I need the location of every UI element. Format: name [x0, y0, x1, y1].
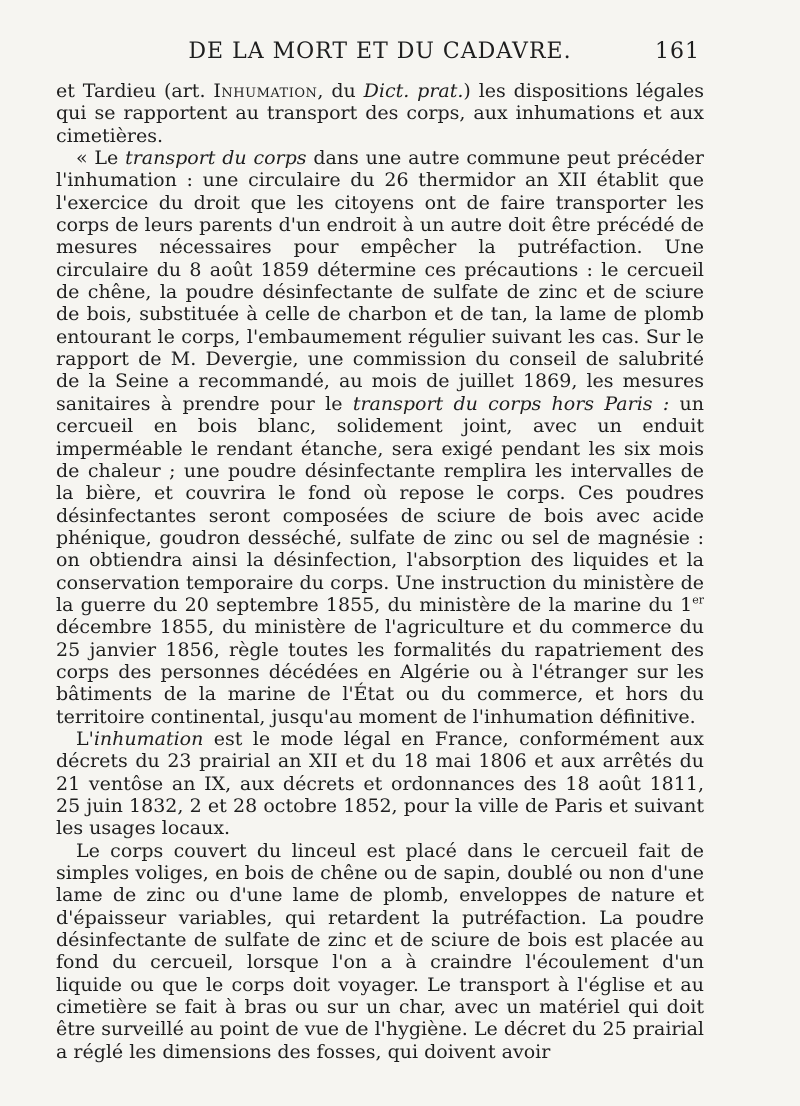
running-title: DE LA MORT ET DU CADAVRE. [188, 39, 572, 64]
text-run: un cercueil en bois blanc, solidement joint, avec un enduit imperméable le rendant étanche, sera exigé pendant les six mois de chaleur ; une poudre désinfectante remplira les intervalles de la bière, et couvrira le fond où repose le corps. Ces poudres désinfectantes seront composées de sciure de bois avec acide phénique, goudron desséché, sulfate de zinc ou sel de magnésie : on obtiendra ainsi la désinfection, l'absorption des liquides et la conservation temporaire du corps. Une instruction du ministère de la guerre du 20 septembre 1855, du ministère de la marine du 1 [56, 392, 705, 616]
text-run: décembre 1855, du ministère de l'agriculture et du commerce du 25 janvier 1856, règle toutes les formalités du rapatriement des corps des personnes décédées en Algérie ou à l'étranger sur les bâtiments de la marine de l'État ou du commerce, et hors du territoire continental, jusqu'au moment de l'inhumation définitive. [56, 616, 704, 728]
text-run: Le corps couvert du linceul est placé dans le cercueil fait de simples voliges, en bois de chêne ou de sapin, doublé ou non d'une lame de zinc ou d'une lame de plomb, enveloppes de nature et d'épaisseur variables, qui retardent la putréfaction. La poudre désinfectante de sulfate de zinc et de sciure de bois est placée au fond du cercueil, lorsque l'on a à craindre l'écoulement d'un liquide ou que le corps doit voyager. Le transport à l'église et au cimetière se fait à bras ou sur un char, avec un matériel qui doit être surveillé au point de vue de l'hygiène. Le décret du 25 prairial a réglé les dimensions des fosses, qui doivent avoir [56, 839, 704, 1063]
page-body [56, 80, 704, 1063]
text-run: « Le [76, 147, 126, 170]
text-run: et Tardieu (art. [56, 80, 214, 102]
paragraph [56, 728, 704, 840]
italic-text: Dict. prat. [363, 80, 464, 102]
page-number: 161 [655, 39, 700, 64]
text-run: , du [317, 80, 364, 102]
small-caps-text: Inhumation [213, 80, 318, 102]
italic-text: inhumation [93, 727, 204, 750]
text-run: est le mode légal en France, conformément aux décrets du 23 prairial an XII et du 18 mai 1806 et aux arrêtés du 21 ventôse an IX, aux décrets et ordonnances des 18 août 1811, 25 juin 1832, 2 et 28 octobre 1852, pour la ville de Paris et suivant les usages locaux. [56, 727, 704, 840]
running-header [56, 34, 704, 70]
text-run: L' [76, 727, 94, 750]
paragraph [56, 80, 704, 147]
italic-text: transport du corps hors Paris : [352, 392, 670, 415]
paragraph [56, 147, 704, 728]
paragraph [56, 840, 704, 1063]
text-run: ) les dispositions légales qui se rapportent au transport des corps, aux inhumations et aux cimetières. [56, 80, 704, 147]
text-run: dans une autre commune peut précéder l'inhumation : une circulaire du 26 thermidor an XII établit que l'exercice du droit que les citoyens ont de faire transporter les corps de leurs parents d'un endroit à un autre doit être précédé de mesures nécessaires pour empêcher la putréfaction. Une circulaire du 8 août 1859 détermine ces précautions : le cercueil de chêne, la poudre désinfectante de sulfate de zinc et de sciure de bois, substituée à celle de charbon et de tan, la lame de plomb entourant le corps, l'embaumement régulier suivant les cas. Sur le rapport de M. Devergie, une commission du conseil de salubrité de la Seine a recommandé, au mois de juillet 1869, les mesures sanitaires à prendre pour le [56, 147, 704, 415]
superscript-text: er [692, 593, 704, 607]
italic-text: transport du corps [125, 147, 307, 170]
